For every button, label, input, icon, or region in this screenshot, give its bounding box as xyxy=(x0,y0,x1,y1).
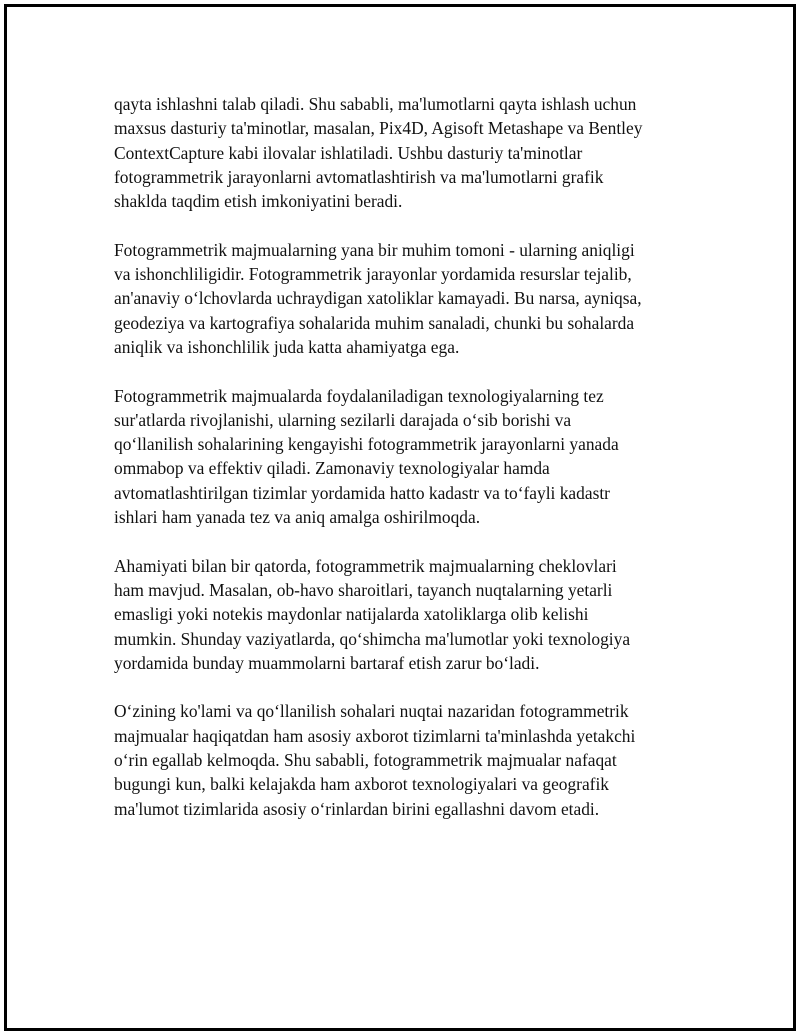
paragraph-1 xyxy=(114,92,694,213)
paragraph-2 xyxy=(114,238,694,359)
text-line: avtomatlashtirilgan tizimlar yordamida hatto kadastr va to‘fayli kadastr xyxy=(114,482,610,503)
text-line: bugungi kun, balki kelajakda ham axborot texnologiyalari va geografik xyxy=(114,774,610,795)
text-line: shaklda taqdim etish imkoniyatini beradi. xyxy=(114,191,403,212)
text-line: qayta ishlashni talab qiladi. Shu sababli, ma'lumotlarni qayta ishlash uchun xyxy=(114,94,637,114)
text-line: va ishonchliligidir. Fotogrammetrik jarayonlar yordamida resurslar tejalib, xyxy=(114,264,632,285)
text-line: O‘zining ko'lami va qo‘llanilish sohalari nuqtai nazaridan fotogrammetrik xyxy=(114,701,629,722)
text-line: o‘rin egallab kelmoqda. Shu sababli, fotogrammetrik majmualar nafaqat xyxy=(114,750,617,771)
text-line: sur'atlarda rivojlanishi, ularning sezilarli darajada o‘sib borishi va xyxy=(114,409,572,430)
text-line: ham mavjud. Masalan, ob-havo sharoitlari, tayanch nuqtalarning yetarli xyxy=(114,579,613,600)
text-line: fotogrammetrik jarayonlarni avtomatlashtirish va ma'lumotlarni grafik xyxy=(114,166,604,187)
text-line: maxsus dasturiy ta'minotlar, masalan, Pix4D, Agisoft Metashape va Bentley xyxy=(114,118,643,139)
text-line: an'anaviy o‘lchovlarda uchraydigan xatoliklar kamayadi. Bu narsa, ayniqsa, xyxy=(114,288,642,309)
text-line: mumkin. Shunday vaziyatlarda, qo‘shimcha ma'lumotlar yoki texnologiya xyxy=(114,628,631,649)
text-line: ishlari ham yanada tez va aniq amalga oshirilmoqda. xyxy=(114,507,481,528)
text-line: Fotogrammetrik majmualarda foydalaniladigan texnologiyalarning tez xyxy=(114,385,604,406)
text-line: aniqlik va ishonchlilik juda katta ahamiyatga ega. xyxy=(114,336,460,357)
text-line: ma'lumot tizimlarida asosiy o‘rinlardan birini egallashni davom etadi. xyxy=(114,798,600,819)
text-line: emasligi yoki notekis maydonlar natijalarda xatoliklarga olib kelishi xyxy=(114,604,589,625)
text-line: ommabop va effektiv qiladi. Zamonaviy texnologiyalar hamda xyxy=(114,458,550,479)
text-line: yordamida bunday muammolarni bartaraf etish zarur bo‘ladi. xyxy=(114,652,540,673)
text-line: ContextCapture kabi ilovalar ishlatiladi. Ushbu dasturiy ta'minotlar xyxy=(114,142,583,163)
text-line: Ahamiyati bilan bir qatorda, fotogrammetrik majmualarning cheklovlari xyxy=(114,555,617,576)
text-line: qo‘llanilish sohalarining kengayishi fotogrammetrik jarayonlarni yanada xyxy=(114,434,619,455)
text-line: geodeziya va kartografiya sohalarida muhim sanaladi, chunki bu sohalarda xyxy=(114,312,635,333)
document-body xyxy=(114,92,694,845)
paragraph-5 xyxy=(114,699,694,820)
paragraph-3 xyxy=(114,384,694,530)
text-line: majmualar haqiqatdan ham asosiy axborot tizimlarni ta'minlashda yetakchi xyxy=(114,725,636,746)
paragraph-4 xyxy=(114,554,694,675)
text-line: Fotogrammetrik majmualarning yana bir muhim tomoni - ularning aniqligi xyxy=(114,239,635,260)
